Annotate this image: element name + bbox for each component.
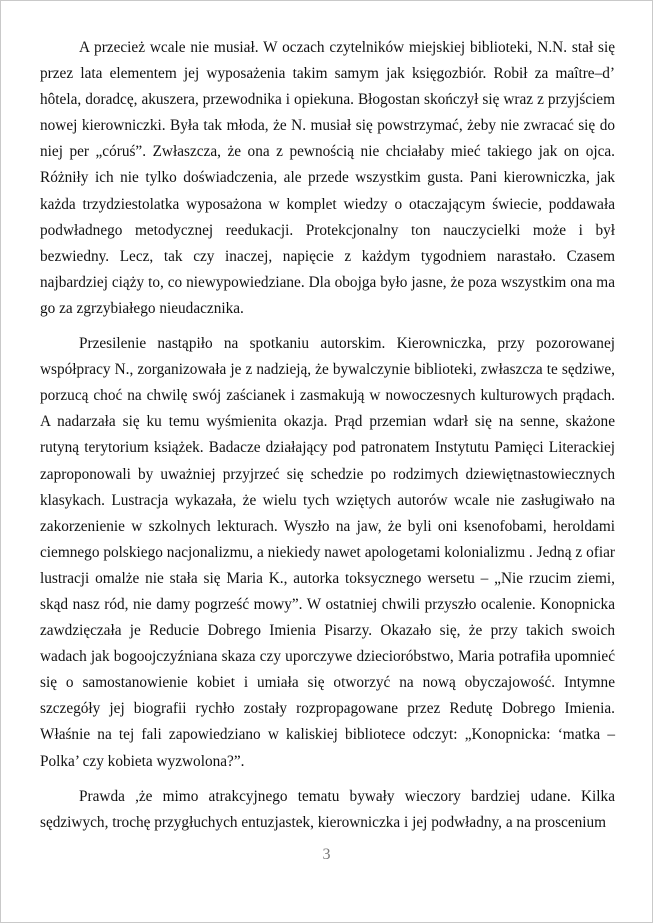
body-text (40, 35, 615, 836)
page-number: 3 (322, 846, 331, 863)
paragraph-2: Przesilenie nastąpiło na spotkaniu autorskim. Kierowniczka, przy pozorowanej współpracy N., zorganizowała je z nadzieją, że bywalczynie biblioteki, zwłaszcza te sędziwe, porzucą choć na chwilę swój zaścianek i zasmakują w nowoczesnych kulturowych prądach. A nadarzała się ku temu wyśmienita okazja. Prąd przemian wdarł się na senne, skażone rutyną terytorium książek. Badacze działający pod patronatem Instytutu Pamięci Literackiej zaproponowali by uważniej przyjrzeć się schedzie po rodzimych dziewiętnastowiecznych klasykach. Lustracja wykazała, że wielu tych wziętych autorów wcale nie zasługiwało na zakorzenienie w szkolnych lekturach. Wyszło na jaw, że byli oni ksenofobami, heroldami ciemnego polskiego nacjonalizmu, a niekiedy nawet apologetami kolonializmu . Jedną z ofiar lustracji omalże nie stała się Maria K., autorka toksycznego wersetu – „Nie rzucim ziemi, skąd nasz ród, nie damy pogrześć mowy”. W ostatniej chwili przyszło ocalenie. Konopnicka zawdzięczała je Reducie Dobrego Imienia Pisarzy. Okazało się, że przy takich swoich wadach jak bogoojczyźniana skaza czy uporczywe dziecioróbstwo, Maria potrafiła upomnieć się o samostanowienie kobiet i umiała się otworzyć na nową obyczajowość. Intymne szczegóły jej biografii rychło zostały rozpropagowane przez Redutę Dobrego Imienia. Właśnie na tej fali zapowiedziano w kaliskiej bibliotece odczyt: „Konopnicka: ‘matka – Polka’ czy kobieta wyzwolona?”. (40, 335, 615, 770)
paragraph-3: Prawda ,że mimo atrakcyjnego tematu bywały wieczory bardziej udane. Kilka sędziwych, trochę przygłuchych entuzjastek, kierowniczka i jej podwładny, a na proscenium (40, 787, 615, 831)
paragraph-1: A przecież wcale nie musiał. W oczach czytelników miejskiej biblioteki, N.N. stał się przez lata elementem jej wyposażenia takim samym jak księgozbiór. Robił za maître–d’ hôtela, doradcę, akuszera, przewodnika i opiekuna. Błogostan skończył się wraz z przyjściem nowej kierowniczki. Była tak młoda, że N. musiał się powstrzymać, żeby nie zwracać się do niej per „córuś”. Zwłaszcza, że ona z pewnością nie chciałaby mieć takiego jak on ojca. Różniły ich nie tylko doświadczenia, ale przede wszystkim gusta. Pani kierowniczka, jak każda trzydziestolatka wyposażona w komplet wiedzy o otaczającym świecie, poddawała podwładnego metodycznej reedukacji. Protekcjonalny ton nauczycielki może i był bezwiedny. Lecz, tak czy inaczej, napięcie z każdym tygodniem narastało. Czasem najbardziej ciąży to, co niewypowiedziane. Dla obojga było jasne, że poza wszystkim ona ma go za zgrzybiałego nieudacznika. (40, 39, 615, 317)
